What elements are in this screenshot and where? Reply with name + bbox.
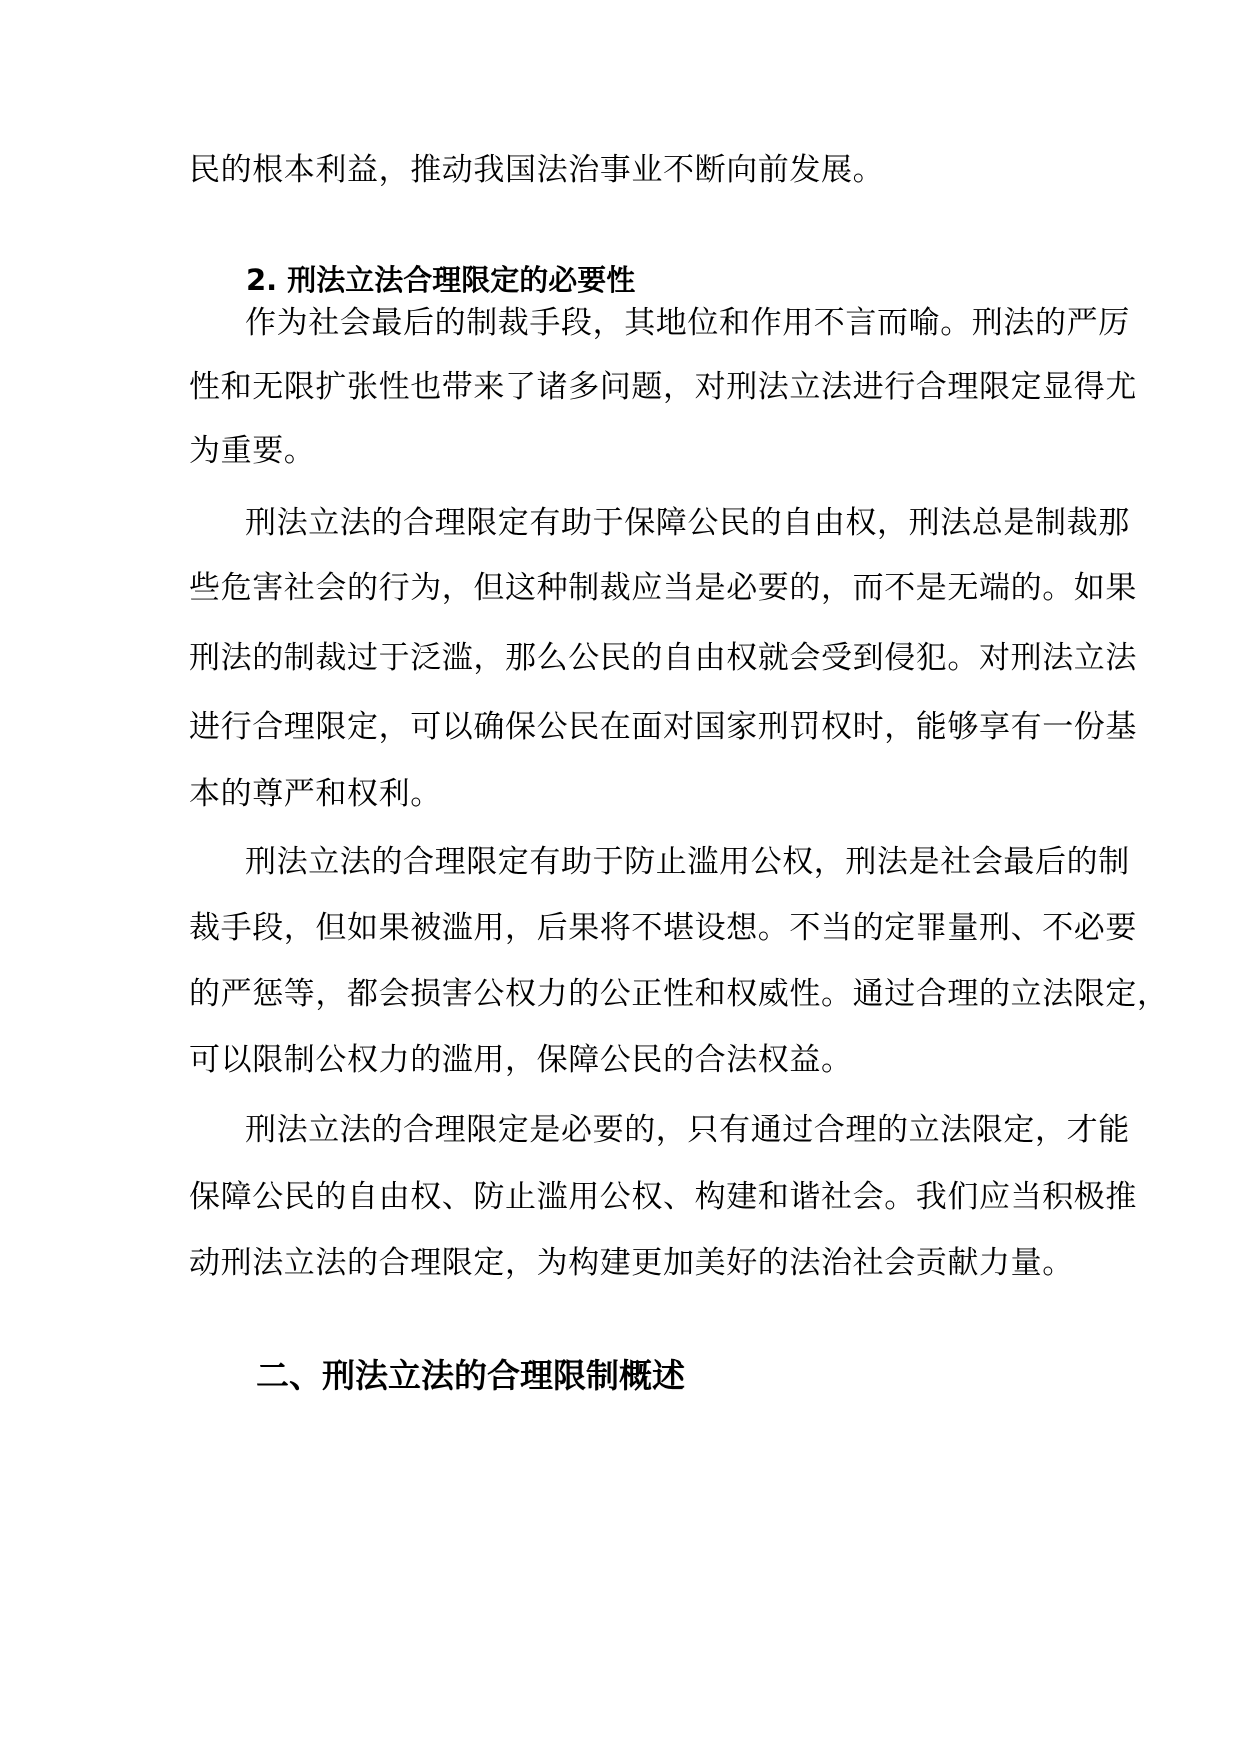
text-line-4: 为重要。 — [189, 433, 316, 469]
text-line-15: 保障公民的自由权、防止滥用公权、构建和谐社会。我们应当积极推 — [189, 1179, 1137, 1215]
text-line-16: 动刑法立法的合理限定，为构建更加美好的法治社会贡献力量。 — [189, 1245, 1074, 1281]
text-line-9: 本的尊严和权利。 — [189, 776, 442, 812]
text-line-7: 刑法的制裁过于泛滥，那么公民的自由权就会受到侵犯。对刑法立法 — [189, 640, 1137, 676]
text-line-6: 些危害社会的行为，但这种制裁应当是必要的，而不是无端的。如果 — [189, 570, 1137, 606]
text-line-10: 刑法立法的合理限定有助于防止滥用公权，刑法是社会最后的制 — [245, 844, 1130, 880]
text-line-8: 进行合理限定，可以确保公民在面对国家刑罚权时，能够享有一份基 — [189, 709, 1137, 745]
text-line-1: 民的根本利益，推动我国法治事业不断向前发展。 — [189, 152, 885, 188]
text-line-14: 刑法立法的合理限定是必要的，只有通过合理的立法限定，才能 — [245, 1112, 1130, 1148]
text-line-11: 裁手段，但如果被滥用，后果将不堪设想。不当的定罪量刑、不必要 — [189, 910, 1137, 946]
text-line-12: 的严惩等，都会损害公权力的公正性和权威性。通过合理的立法限定， — [189, 976, 1169, 1012]
text-line-3: 性和无限扩张性也带来了诸多问题，对刑法立法进行合理限定显得尤 — [189, 369, 1137, 405]
subsection-heading: 2. 刑法立法合理限定的必要性 — [246, 263, 636, 297]
text-line-5: 刑法立法的合理限定有助于保障公民的自由权，刑法总是制裁那 — [245, 505, 1130, 541]
section-heading: 二、刑法立法的合理限制概述 — [256, 1356, 685, 1395]
text-line-2: 作为社会最后的制裁手段，其地位和作用不言而喻。刑法的严厉 — [245, 305, 1130, 341]
text-line-13: 可以限制公权力的滥用，保障公民的合法权益。 — [189, 1042, 853, 1078]
